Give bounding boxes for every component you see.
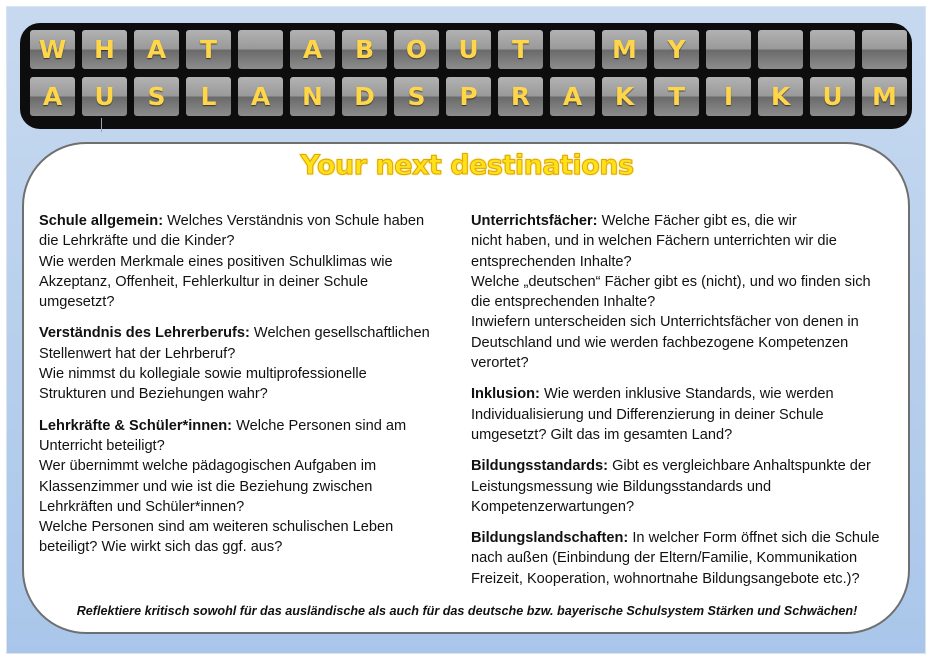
letter-tile: P xyxy=(446,77,491,116)
section-label: Unterrichtsfächer: xyxy=(471,213,598,229)
question-line xyxy=(471,456,901,476)
letter-tile: O xyxy=(394,30,439,69)
question-line xyxy=(39,456,459,476)
letter-tile: N xyxy=(290,77,335,116)
question-section xyxy=(471,384,901,445)
question-text: Freizeit, Kooperation, wohnortnahe Bildungsangebote etc.)? xyxy=(471,570,860,587)
letter-tile: K xyxy=(758,77,803,116)
letter-tile: M xyxy=(862,77,907,116)
letter-board-row-2 xyxy=(30,77,907,116)
question-line xyxy=(39,211,459,231)
board-connector-line xyxy=(101,118,102,132)
question-line xyxy=(471,272,901,292)
section-label: Lehrkräfte & Schüler*innen: xyxy=(39,417,233,434)
question-text: Welche „deutschen“ Fächer gibt es (nicht), und wo finden sich xyxy=(471,273,871,290)
letter-tile: U xyxy=(446,30,491,69)
question-line xyxy=(39,477,459,497)
question-text: Stellenwert hat der Lehrberuf? xyxy=(39,345,236,362)
letter-tile: A xyxy=(134,30,179,69)
question-line xyxy=(39,344,459,364)
question-line xyxy=(471,231,901,251)
question-line xyxy=(39,364,459,384)
question-text: Leistungsmessung wie Bildungsstandards und xyxy=(471,478,772,495)
letter-tile: A xyxy=(30,77,75,116)
question-text: Klassenzimmer und wie ist die Beziehung zwischen xyxy=(39,478,373,495)
question-text: Gibt es vergleichbare Anhaltspunkte der xyxy=(608,458,871,475)
letter-tile: S xyxy=(134,77,179,116)
question-text: die entsprechenden Inhalte? xyxy=(471,294,656,311)
destinations-title: Your next destinations xyxy=(300,150,634,181)
question-text: entsprechenden Inhalte? xyxy=(471,253,632,270)
question-text: Strukturen und Beziehungen wahr? xyxy=(39,386,268,403)
question-text: Welche Fächer gibt es, die wir xyxy=(597,213,797,229)
question-line xyxy=(471,477,901,497)
question-text: die Lehrkräfte und die Kinder? xyxy=(39,233,235,250)
blank-tile xyxy=(550,30,595,69)
letter-tile: A xyxy=(238,77,283,116)
question-line xyxy=(471,405,901,425)
question-section xyxy=(471,528,901,589)
question-line xyxy=(39,384,459,404)
letter-tile: A xyxy=(550,77,595,116)
question-line xyxy=(471,252,901,272)
question-text: umgesetzt? xyxy=(39,294,115,311)
question-text: In welcher Form öffnet sich die Schule xyxy=(628,530,880,547)
blank-tile xyxy=(706,30,751,69)
question-text: Inwiefern unterscheiden sich Unterrichtsfächer von denen in xyxy=(471,314,859,331)
letter-tile: I xyxy=(706,77,751,116)
question-text: Welchen gesellschaftlichen xyxy=(249,325,430,342)
question-text: Welches Verständnis von Schule haben xyxy=(163,213,425,229)
letter-tile: A xyxy=(290,30,335,69)
question-text: nicht haben, und in welchen Fächern unterrichten wir die xyxy=(471,233,837,250)
section-label: Schule allgemein: xyxy=(39,213,164,229)
question-text: Deutschland und wie werden fachbezogene Kompetenzen xyxy=(471,334,849,351)
letter-tile: D xyxy=(342,77,387,116)
question-text: nach außen (Einbindung der Eltern/Familie, Kommunikation xyxy=(471,550,858,567)
question-section xyxy=(39,323,459,404)
letter-tile: R xyxy=(498,77,543,116)
question-line xyxy=(471,497,901,517)
section-label: Bildungslandschaften: xyxy=(471,530,629,547)
question-section xyxy=(39,211,459,312)
question-line xyxy=(471,312,901,332)
question-line xyxy=(39,436,459,456)
question-section xyxy=(471,456,901,517)
question-section xyxy=(39,416,459,558)
letter-tile: U xyxy=(82,77,127,116)
question-line xyxy=(39,272,459,292)
question-line xyxy=(471,292,901,312)
question-text: Lehrkräften und Schüler*innen? xyxy=(39,498,245,515)
letter-tile: U xyxy=(810,77,855,116)
letter-tile: Y xyxy=(654,30,699,69)
letter-tile: B xyxy=(342,30,387,69)
question-line xyxy=(471,211,901,231)
question-text: Wie werden Merkmale eines positiven Schulklimas wie xyxy=(39,253,393,270)
letter-tile: K xyxy=(602,77,647,116)
question-line xyxy=(471,425,901,445)
letter-tile: T xyxy=(186,30,231,69)
question-line xyxy=(471,333,901,353)
question-section xyxy=(471,211,901,373)
question-line xyxy=(39,497,459,517)
question-text: verortet? xyxy=(471,355,529,372)
question-text: Individualisierung und Differenzierung in deiner Schule xyxy=(471,406,824,423)
question-line xyxy=(471,353,901,373)
section-label: Verständnis des Lehrerberufs: xyxy=(39,325,250,342)
blank-tile xyxy=(758,30,803,69)
question-text: Unterricht beteiligt? xyxy=(39,437,165,454)
question-text: Kompetenzerwartungen? xyxy=(471,498,635,515)
question-text: umgesetzt? Gilt das im gesamten Land? xyxy=(471,426,733,443)
question-line xyxy=(39,231,459,251)
question-text: beteiligt? Wie wirkt sich das ggf. aus? xyxy=(39,539,283,556)
blank-tile xyxy=(810,30,855,69)
question-line xyxy=(39,252,459,272)
letter-tile: H xyxy=(82,30,127,69)
question-line xyxy=(471,569,901,589)
letter-tile: L xyxy=(186,77,231,116)
letter-board xyxy=(20,23,912,129)
question-text: Akzeptanz, Offenheit, Fehlerkultur in deiner Schule xyxy=(39,273,369,290)
letter-tile: T xyxy=(498,30,543,69)
left-column xyxy=(39,211,459,569)
letter-tile: W xyxy=(30,30,75,69)
letter-tile: M xyxy=(602,30,647,69)
letter-board-row-1 xyxy=(30,30,907,69)
question-text: Wie werden inklusive Standards, wie werden xyxy=(539,386,834,403)
question-line xyxy=(39,537,459,557)
question-line xyxy=(471,528,901,548)
question-text: Wer übernimmt welche pädagogischen Aufgaben im xyxy=(39,458,377,475)
letter-tile: T xyxy=(654,77,699,116)
question-text: Wie nimmst du kollegiale sowie multiprofessionelle xyxy=(39,366,367,383)
section-label: Inklusion: xyxy=(471,386,540,403)
question-line xyxy=(39,517,459,537)
letter-tile: S xyxy=(394,77,439,116)
question-line xyxy=(471,548,901,568)
section-label: Bildungsstandards: xyxy=(471,458,609,475)
question-line xyxy=(471,384,901,404)
right-column xyxy=(471,211,901,600)
blank-tile xyxy=(238,30,283,69)
question-line xyxy=(39,323,459,343)
question-line xyxy=(39,416,459,436)
footer-note: Reflektiere kritisch sowohl für das ausländische als auch für das deutsche bzw. bayerische Schulsystem Stärken und Schwächen! xyxy=(76,604,858,618)
question-text: Welche Personen sind am xyxy=(232,417,407,434)
question-line xyxy=(39,292,459,312)
question-text: Welche Personen sind am weiteren schulischen Leben xyxy=(39,519,394,536)
blank-tile xyxy=(862,30,907,69)
